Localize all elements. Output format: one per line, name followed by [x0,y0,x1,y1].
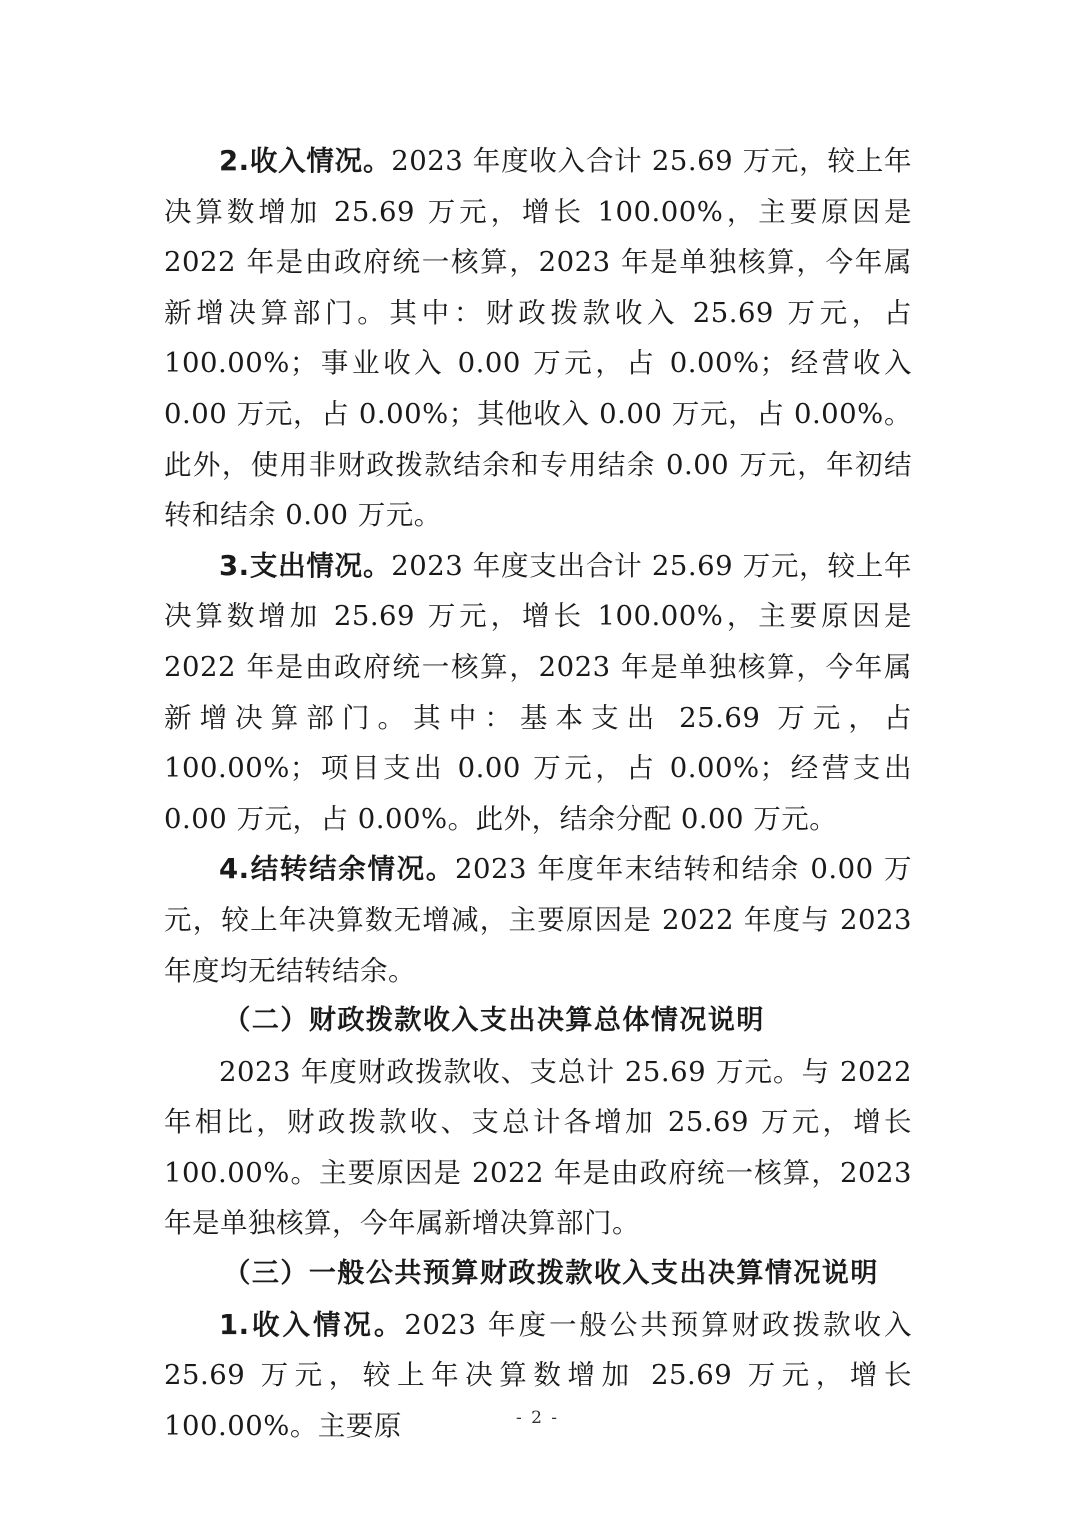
paragraph-general-budget-income [164,1300,912,1452]
paragraph-income [164,136,912,541]
paragraph-expenditure-text: 2023 年度支出合计 25.69 万元，较上年决算数增加 25.69 万元，增长 100.00%，主要原因是 2022 年是由政府统一核算，2023 年是单独核算，今年属新增决算部门。其中：基本支出 25.69 万元，占 100.00%；项目支出 0.00 万元，占 0.00%；经营支出 0.00 万元，占 0.00%。此外，结余分配 0.00 万元。 [164,549,912,835]
paragraph-carryover-text: 2023 年度年末结转和结余 0.00 万元，较上年决算数无增减，主要原因是 2022 年度与 2023 年度均无结转结余。 [164,853,912,987]
section-heading-fiscal-overall: （二）财政拨款收入支出决算总体情况说明 [223,1005,765,1037]
paragraph-income-text: 2023 年度收入合计 25.69 万元，较上年决算数增加 25.69 万元，增长 100.00%，主要原因是 2022 年是由政府统一核算，2023 年是单独核算，今年属新增决算部门。其中：财政拨款收入 25.69 万元，占 100.00%；事业收入 0.00 万元，占 0.00%；经营收入 0.00 万元，占 0.00%；其他收入 0.00 万元，占 0.00%。此外，使用非财政拨款结余和专用结余 0.00 万元，年初结转和结余 0.00 万元。 [164,145,912,532]
paragraph-fiscal-overall: 2023 年度财政拨款收、支总计 25.69 万元。与 2022 年相比，财政拨款收、支总计各增加 25.69 万元，增长 100.00%。主要原因是 2022 年是由政府统一核算，2023 年是单独核算，今年属新增决算部门。 [164,1055,912,1240]
paragraph-expenditure-lead: 3.支出情况。 [219,549,392,582]
paragraph-expenditure [164,541,912,845]
paragraph-income-lead: 2.收入情况。 [219,145,392,177]
section-heading-general-budget: （三）一般公共预算财政拨款收入支出决算情况说明 [223,1258,879,1290]
paragraph-carryover [164,844,912,996]
paragraph-general-budget-income-text: 2023 年度一般公共预算财政拨款收入 25.69 万元，较上年决算数增加 25.69 万元，增长 100.00%。主要原 [164,1308,912,1442]
paragraph-carryover-lead: 4.结转结余情况。 [219,853,455,886]
document-page-body [164,136,912,1451]
page-number: - 2 - [515,1408,560,1428]
paragraph-general-budget-income-lead: 1.收入情况。 [219,1308,405,1341]
